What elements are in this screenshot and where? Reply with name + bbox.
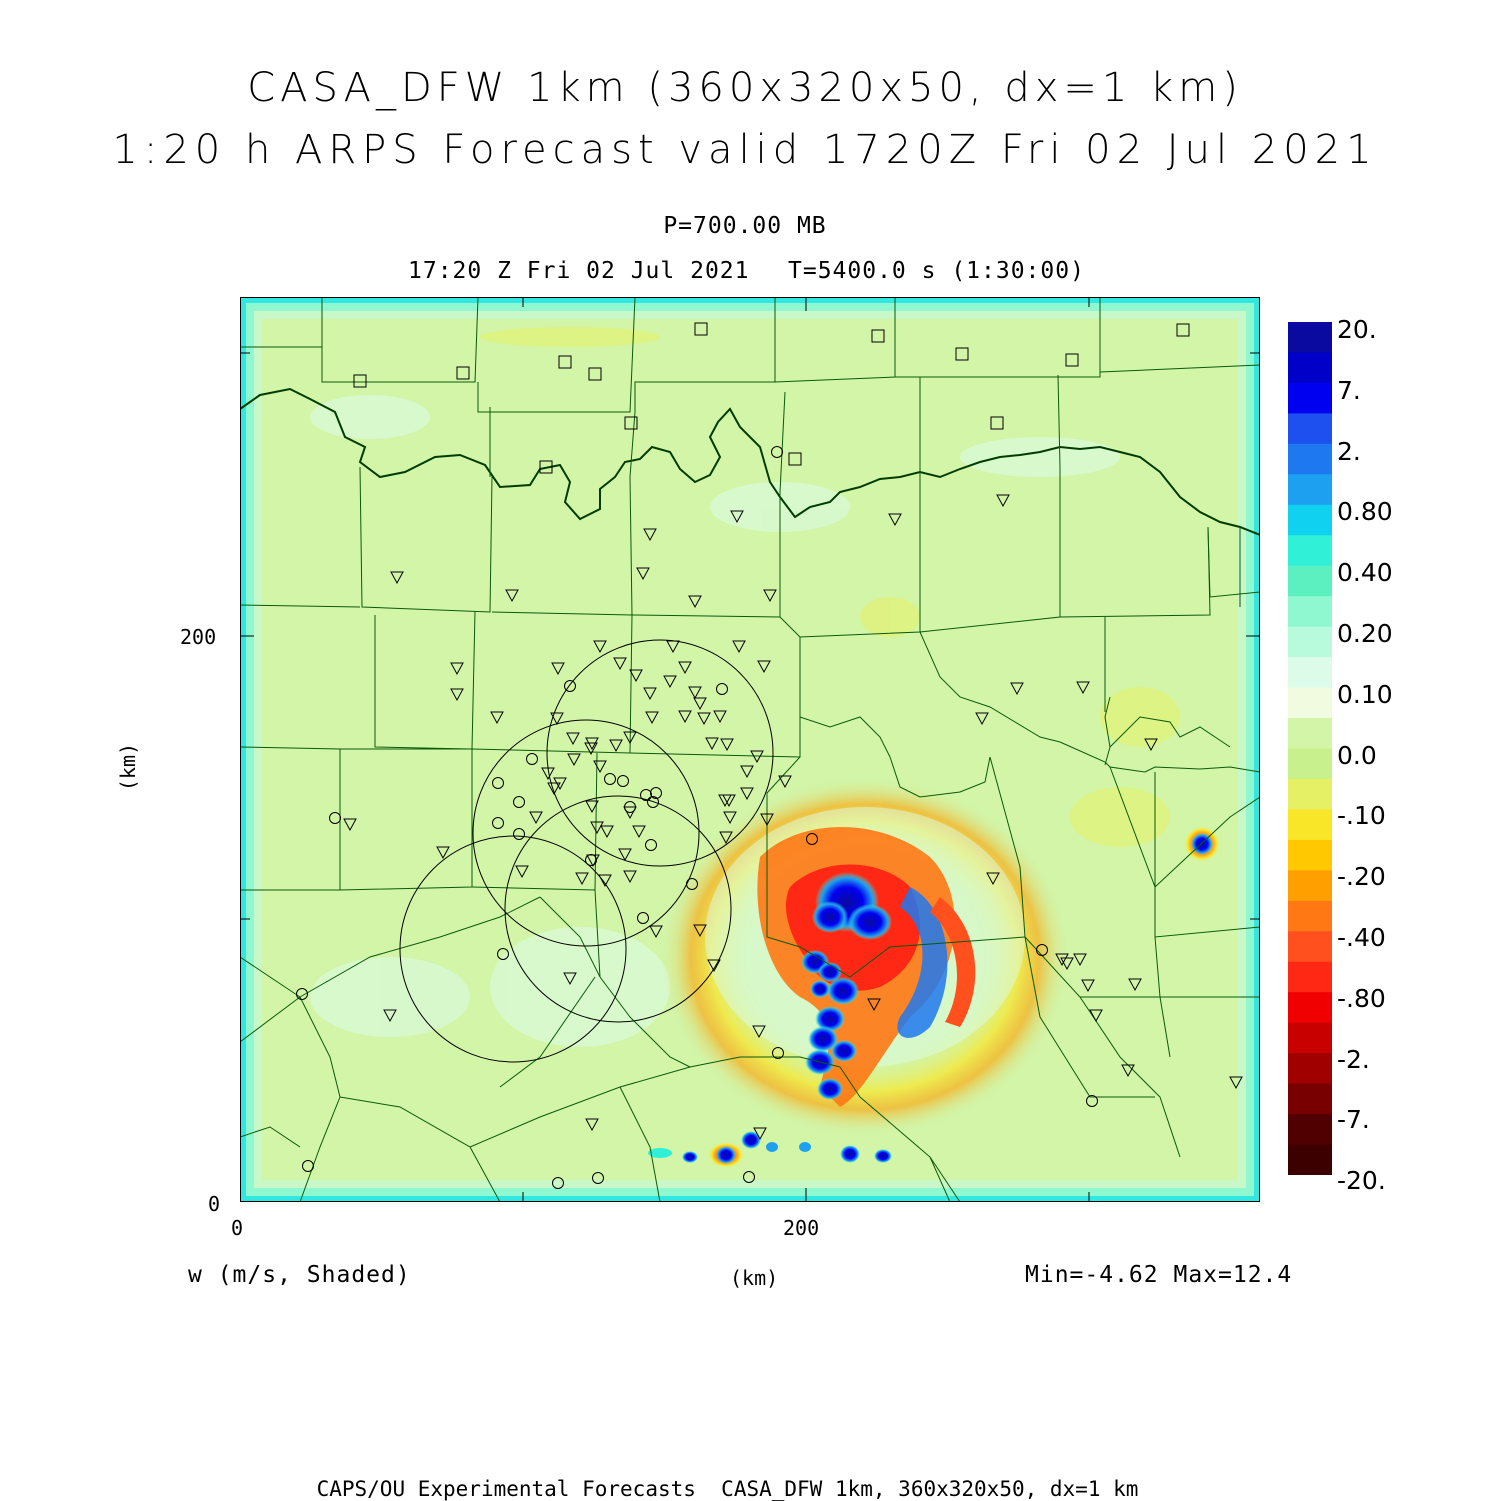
colorbar-swatch (1288, 383, 1332, 414)
x-tick-label: 0 (231, 1216, 244, 1240)
colorbar-swatch (1288, 352, 1332, 383)
colorbar-swatch (1288, 992, 1332, 1023)
colorbar-swatch (1288, 444, 1332, 475)
colorbar-swatch (1288, 870, 1332, 901)
colorbar-swatch (1288, 627, 1332, 658)
colorbar-swatch (1288, 840, 1332, 871)
min-max-readout: Min=-4.62 Max=12.4 (1025, 1262, 1293, 1288)
colorbar-swatch (1288, 413, 1332, 444)
colorbar-label: 0.20 (1337, 619, 1393, 648)
valid-time: 17:20 Z Fri 02 Jul 2021 (408, 258, 750, 284)
colorbar-swatch (1288, 505, 1332, 536)
colorbar-label: 0.10 (1337, 679, 1393, 709)
colorbar-swatch (1288, 596, 1332, 627)
colorbar-label: 2. (1337, 436, 1361, 466)
x-axis-label: (km) (730, 1266, 779, 1290)
colorbar-swatch (1288, 566, 1332, 597)
colorbar-label: -.40 (1337, 923, 1386, 952)
colorbar-label: 0.0 (1337, 740, 1377, 770)
colorbar-label: -7. (1337, 1105, 1370, 1135)
colorbar-label: 20. (1337, 315, 1377, 344)
pressure-level: P=700.00 MB (663, 213, 827, 239)
colorbar (1288, 322, 1332, 1175)
colorbar-swatch (1288, 1145, 1332, 1175)
colorbar-label: 7. (1337, 375, 1361, 405)
colorbar-swatch (1288, 809, 1332, 840)
colorbar-swatch (1288, 749, 1332, 780)
colorbar-label: 0.80 (1337, 497, 1393, 527)
colorbar-swatch (1288, 779, 1332, 810)
colorbar-label: -2. (1337, 1044, 1370, 1074)
colorbar-swatch (1288, 1114, 1332, 1145)
y-tick-label: 200 (180, 625, 217, 649)
colorbar-swatch (1288, 901, 1332, 932)
colorbar-label: -.80 (1337, 983, 1386, 1013)
colorbar-swatch (1288, 657, 1332, 688)
colorbar-swatch (1288, 1084, 1332, 1115)
x-tick-label: 200 (783, 1216, 820, 1240)
colorbar-swatch (1288, 474, 1332, 505)
colorbar-swatch (1288, 535, 1332, 566)
forecast-map (240, 297, 1260, 1202)
colorbar-label: -.10 (1337, 801, 1386, 831)
colorbar-label: -20. (1337, 1166, 1386, 1196)
colorbar-swatch (1288, 1023, 1332, 1054)
forecast-time: T=5400.0 s (1:30:00) (788, 258, 1085, 284)
colorbar-label: 0.40 (1337, 558, 1393, 588)
colorbar-swatch (1288, 931, 1332, 962)
footer-credit: CAPS/OU Experimental Forecasts CASA_DFW 1km, 360x320x50, dx=1 km (316, 1477, 1139, 1501)
colorbar-swatch (1288, 718, 1332, 749)
colorbar-label: -.20 (1337, 862, 1386, 892)
colorbar-swatch (1288, 1053, 1332, 1084)
y-tick-label: 0 (208, 1192, 221, 1216)
chart-title-line1: CASA_DFW 1km (360x320x50, dx=1 km) (247, 65, 1243, 111)
y-axis-label: (km) (116, 742, 141, 792)
colorbar-swatch (1288, 688, 1332, 719)
colorbar-swatch (1288, 322, 1332, 353)
field-label: w (m/s, Shaded) (188, 1262, 411, 1288)
chart-title-line2: 1:20 h ARPS Forecast valid 1720Z Fri 02 Jul 2021 (112, 127, 1378, 173)
colorbar-swatch (1288, 962, 1332, 993)
